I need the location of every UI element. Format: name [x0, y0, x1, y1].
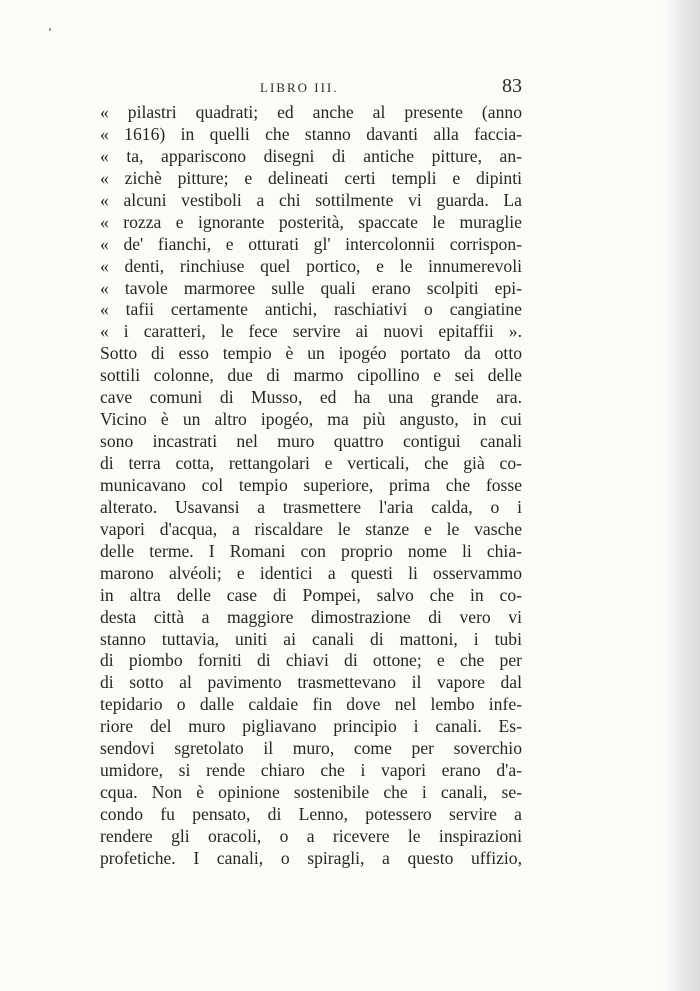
text-line: umidore, si rende chiaro che i vapori erano d'a- — [100, 760, 522, 781]
text-line: « tavole marmoree sulle quali erano scolpiti epi- — [100, 277, 522, 298]
body-text — [100, 102, 522, 870]
text-line: sottili colonne, due di marmo cipollino e sei delle — [100, 365, 522, 386]
text-line: riore del muro pigliavano principio i canali. Es- — [100, 716, 522, 737]
text-line: di piombo forniti di chiavi di ottone; e che per — [100, 650, 522, 671]
text-line: marono alvéoli; e identici a questi li osservammo — [100, 562, 522, 583]
text-line: cqua. Non è opinione sostenibile che i canali, se- — [100, 782, 522, 803]
page-edge-shadow — [662, 0, 700, 991]
text-line: delle terme. I Romani con proprio nome li chia- — [100, 540, 522, 561]
text-line: « ta, appariscono disegni di antiche pitture, an- — [100, 145, 522, 166]
scan-speck — [49, 28, 51, 31]
text-line: di terra cotta, rettangolari e verticali, che già co- — [100, 453, 522, 473]
text-line: in altra delle case di Pompei, salvo che in co- — [100, 584, 522, 605]
text-line: Vicino è un altro ipogéo, ma più angusto, in cui — [100, 409, 522, 430]
text-line: cave comuni di Musso, ed ha una grande ara. — [100, 387, 522, 408]
page-number: 83 — [502, 75, 522, 97]
text-line: municavano col tempio superiore, prima che fosse — [100, 474, 522, 495]
text-line: tepidario o dalle caldaie fin dove nel lembo infe- — [100, 694, 522, 715]
text-line: « alcuni vestiboli a chi sottilmente vi guarda. La — [100, 189, 522, 210]
text-line: « de' fianchi, e otturati gl' intercolonnii corrispon- — [100, 233, 522, 254]
running-head: LIBRO III. — [260, 80, 339, 95]
text-line: « 1616) in quelli che stanno davanti alla faccia- — [100, 123, 522, 144]
text-line: rendere gli oracoli, o a ricevere le inspirazioni — [100, 825, 522, 846]
text-line: « pilastri quadrati; ed anche al presente (anno — [100, 102, 522, 122]
page-header — [100, 76, 522, 100]
text-line: stanno tuttavia, uniti ai canali di mattoni, i tubi — [100, 628, 522, 649]
text-line: sono incastrati nel muro quattro contigui canali — [100, 431, 522, 452]
text-line: desta città a maggiore dimostrazione di vero vi — [100, 606, 522, 627]
text-line: « denti, rinchiuse quel portico, e le innumerevoli — [100, 255, 522, 276]
text-line: vapori d'acqua, a riscaldare le stanze e le vasche — [100, 518, 522, 539]
text-line: « rozza e ignorante posterità, spaccate le muraglie — [100, 211, 522, 232]
text-line: di sotto al pavimento trasmettevano il vapore dal — [100, 672, 522, 693]
text-line: « zichè pitture; e delineati certi templi e dipinti — [100, 167, 522, 188]
text-line: « tafii certamente antichi, raschiativi o cangiatine — [100, 299, 522, 320]
text-line: condo fu pensato, di Lenno, potessero servire a — [100, 804, 522, 824]
text-line: Sotto di esso tempio è un ipogéo portato da otto — [100, 343, 522, 364]
text-line: sendovi sgretolato il muro, come per soverchio — [100, 738, 522, 759]
text-line: « i caratteri, le fece servire ai nuovi epitaffii ». — [100, 321, 522, 342]
text-line: alterato. Usavansi a trasmettere l'aria calda, o i — [100, 496, 522, 517]
text-line: profetiche. I canali, o spiragli, a questo uffizio, — [100, 847, 522, 868]
